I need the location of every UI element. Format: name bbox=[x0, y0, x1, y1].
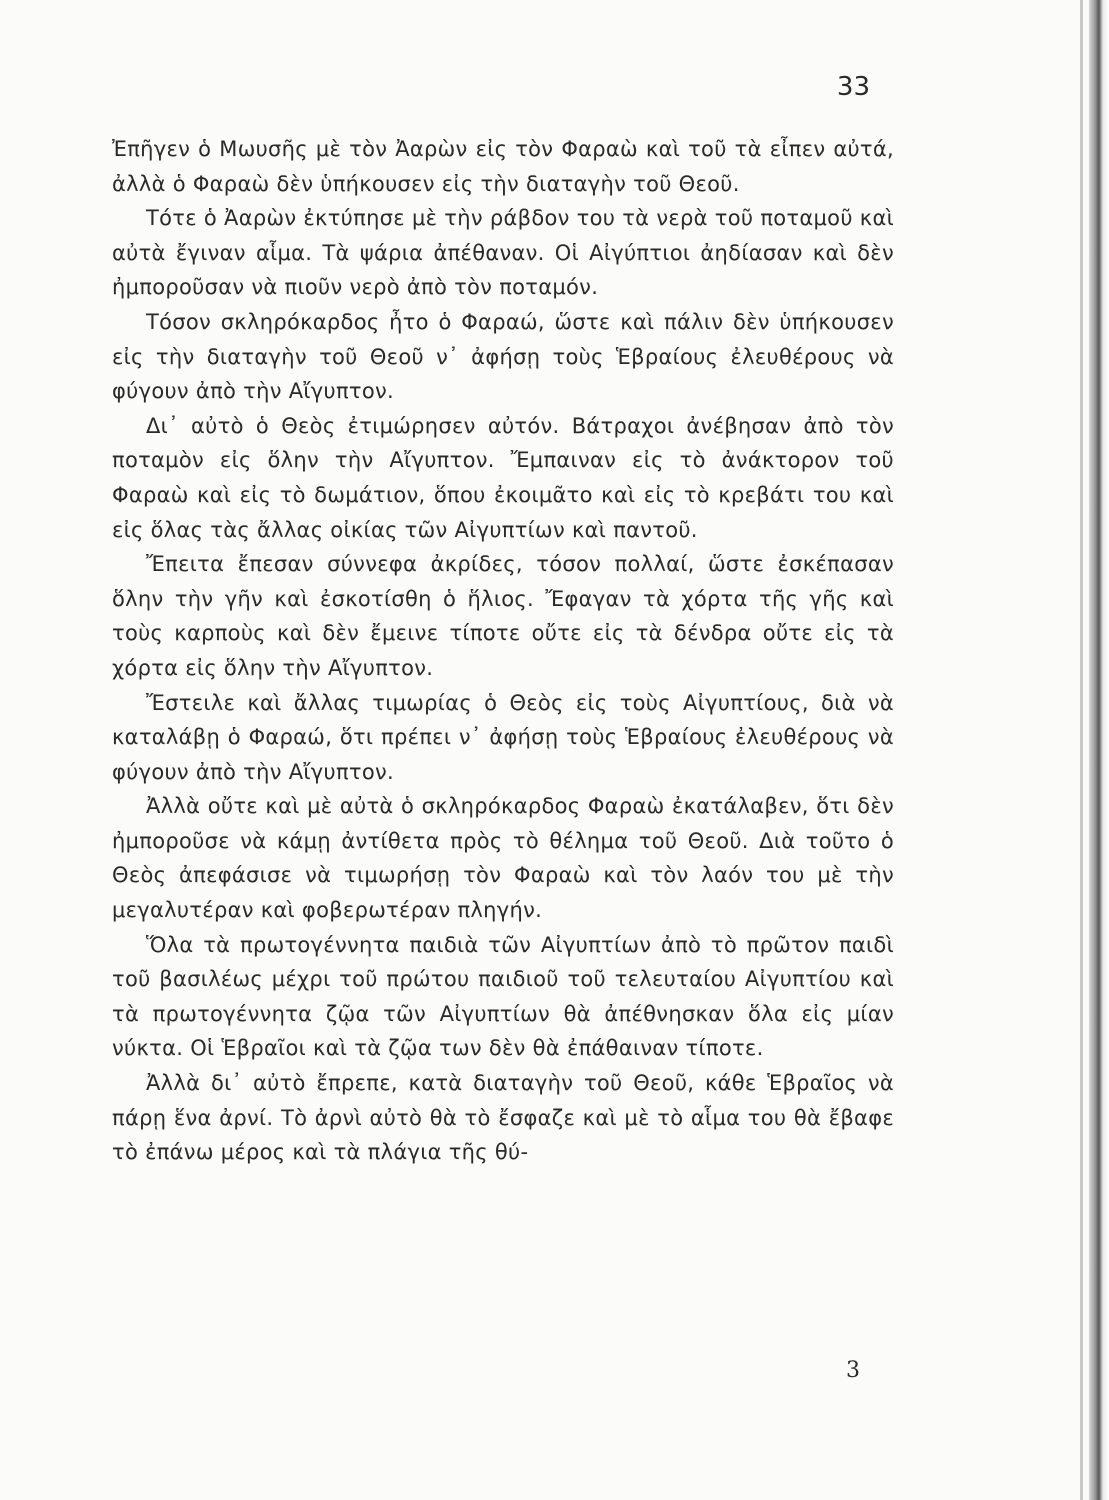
body-text bbox=[112, 132, 894, 1170]
signature-mark: 3 bbox=[846, 1358, 860, 1383]
paragraph-4: Δι᾽ αὐτὸ ὁ Θεὸς ἐτιμώρησεν αὐτόν. Βάτραχοι ἀνέβησαν ἀπὸ τὸν ποταμὸν εἰς ὅλην τὴν Αἴγυπτον. Ἔμπαιναν εἰς τὸ ἀνάκτορον τοῦ Φαραὼ καὶ εἰς τὸ δωμάτιον, ὅπου ἐκοιμᾶτο καὶ εἰς τὸ κρεβάτι του καὶ εἰς ὅλας τὰς ἄλλας οἰκίας τῶν Αἰγυπτίων καὶ παντοῦ. bbox=[112, 413, 894, 542]
paragraph-8: Ὅλα τὰ πρωτογέννητα παιδιὰ τῶν Αἰγυπτίων ἀπὸ τὸ πρῶτον παιδὶ τοῦ βασιλέως μέχρι τοῦ πρώτου παιδιοῦ τοῦ τελευταίου Αἰγυπτίου καὶ τὰ πρωτογέννητα ζῷα τῶν Αἰγυπτίων θὰ ἀπέθνησκαν ὅλα εἰς μίαν νύκτα. Οἱ Ἑβραῖοι καὶ τὰ ζῷα των δὲν θὰ ἐπάθαιναν τίποτε. bbox=[112, 932, 894, 1061]
page-number: 33 bbox=[836, 72, 870, 102]
paragraph-2: Τότε ὁ Ἀαρὼν ἐκτύπησε μὲ τὴν ράβδον του τὰ νερὰ τοῦ ποταμοῦ καὶ αὐτὰ ἔγιναν αἷμα. Τὰ ψάρια ἀπέθαναν. Οἱ Αἰγύπτιοι ἀηδίασαν καὶ δὲν ἠμποροῦσαν νὰ πιοῦν νερὸ ἀπὸ τὸν ποταμόν. bbox=[112, 206, 894, 300]
page-fold-line bbox=[1080, 0, 1083, 1500]
paragraph-5: Ἔπειτα ἔπεσαν σύννεφα ἀκρίδες, τόσον πολλαί, ὥστε ἐσκέπασαν ὅλην τὴν γῆν καὶ ἐσκοτίσθη ὁ ἥλιος. Ἔφαγαν τὰ χόρτα τῆς γῆς καὶ τοὺς καρποὺς καὶ δὲν ἔμεινε τίποτε οὔτε εἰς τὰ δένδρα οὔτε εἰς τὰ χόρτα εἰς ὅλην τὴν Αἴγυπτον. bbox=[112, 552, 894, 680]
page-edge-shadow bbox=[1089, 0, 1109, 1500]
paragraph-3: Τόσον σκληρόκαρδος ἦτο ὁ Φαραώ, ὥστε καὶ πάλιν δὲν ὑπήκουσεν εἰς τὴν διαταγὴν τοῦ Θεοῦ ν᾽ ἀφήσῃ τοὺς Ἑβραίους ἐλευθέρους νὰ φύγουν ἀπὸ τὴν Αἴγυπτον. bbox=[112, 309, 894, 404]
paragraph-6: Ἔστειλε καὶ ἄλλας τιμωρίας ὁ Θεὸς εἰς τοὺς Αἰγυπτίους, διὰ νὰ καταλάβῃ ὁ Φαραώ, ὅτι πρέπει ν᾽ ἀφήσῃ τοὺς Ἑβραίους ἐλευθέρους νὰ φύγουν ἀπὸ τὴν Αἴγυπτον. bbox=[112, 690, 894, 784]
paragraph-7: Ἀλλὰ οὔτε καὶ μὲ αὐτὰ ὁ σκληρόκαρδος Φαραὼ ἐκατάλαβεν, ὅτι δὲν ἠμποροῦσε νὰ κάμῃ ἀντίθετα πρὸς τὸ θέλημα τοῦ Θεοῦ. Διὰ τοῦτο ὁ Θεὸς ἀπεφάσισε νὰ τιμωρήσῃ τὸν Φαραὼ καὶ τὸν λαόν του μὲ τὴν μεγαλυτέραν καὶ φοβερωτέραν πληγήν. bbox=[112, 794, 894, 923]
paragraph-9: Ἀλλὰ δι᾽ αὐτὸ ἔπρεπε, κατὰ διαταγὴν τοῦ Θεοῦ, κάθε Ἑβραῖος νὰ πάρῃ ἕνα ἀρνί. Τὸ ἀρνὶ αὐτὸ θὰ τὸ ἔσφαζε καὶ μὲ τὸ αἷμα του θὰ ἔβαφε τὸ ἐπάνω μέρος καὶ τὰ πλάγια τῆς θύ- bbox=[112, 1071, 894, 1165]
paragraph-1: Ἐπῆγεν ὁ Μωυσῆς μὲ τὸν Ἀαρὼν εἰς τὸν Φαραὼ καὶ τοῦ τὰ εἶπεν αὐτά, ἀλλὰ ὁ Φαραὼ δὲν ὑπήκουσεν εἰς τὴν διαταγὴν τοῦ Θεοῦ. bbox=[112, 137, 894, 196]
